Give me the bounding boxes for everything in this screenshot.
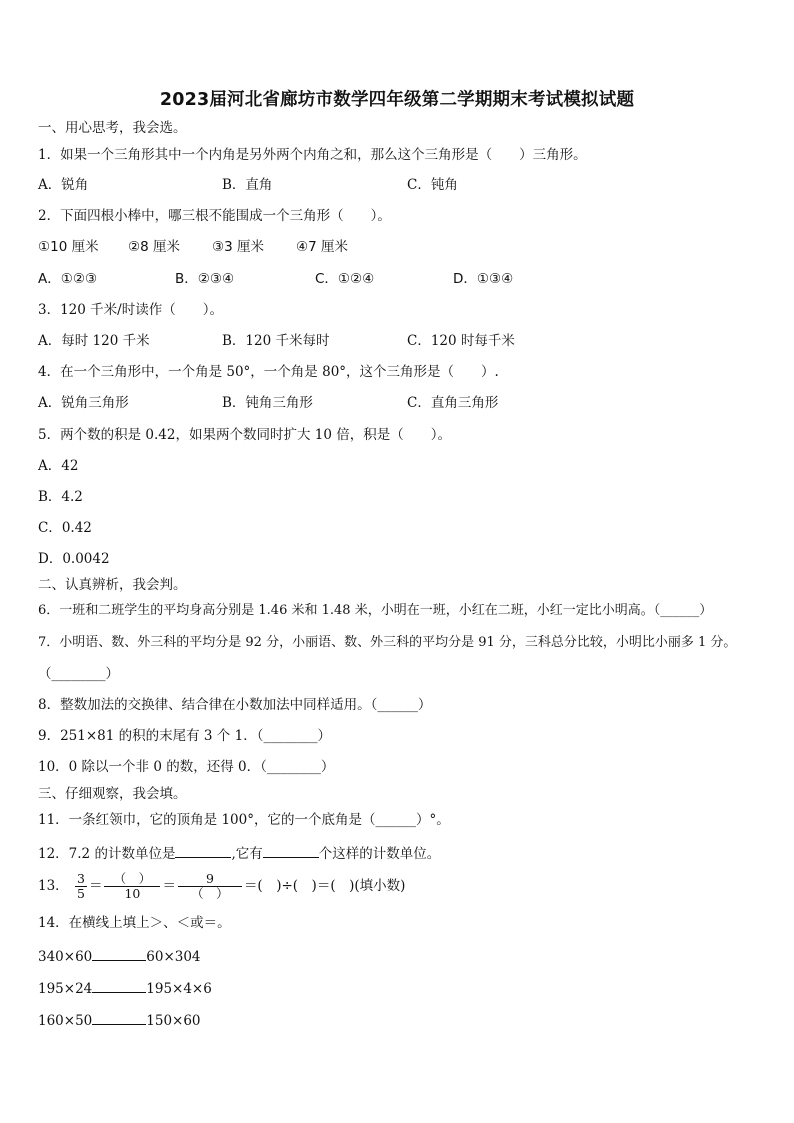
question-1: 1．如果一个三角形其中一个内角是另外两个内角之和，那么这个三角形是（ ）三角形。 xyxy=(38,147,587,163)
q14-row-1-left: 340×60 xyxy=(38,949,93,965)
q1-option-b[interactable]: B．直角 xyxy=(222,177,273,193)
q14-row-3 xyxy=(38,1010,201,1030)
q13-f1-denominator: 5 xyxy=(76,886,85,901)
q2-option-d[interactable]: D．①③④ xyxy=(453,271,514,287)
question-7: 7．小明语、数、外三科的平均分是 92 分，小丽语、数、外三科的平均分是 91 分，三科总分比较，小明比小丽多 1 分。 xyxy=(38,635,737,650)
q5-option-d[interactable]: D．0.0042 xyxy=(38,551,110,567)
q2-option-b[interactable]: B．②③④ xyxy=(175,271,235,287)
question-5: 5．两个数的积是 0.42，如果两个数同时扩大 10 倍，积是（ ）。 xyxy=(38,427,451,443)
q13-equals-2: ＝ xyxy=(162,878,176,894)
q5-option-c[interactable]: C．0.42 xyxy=(38,520,92,536)
q3-option-a[interactable]: A．每时 120 千米 xyxy=(38,333,150,349)
question-2: 2．下面四根小棒中，哪三根不能围成一个三角形（ ）。 xyxy=(38,208,391,224)
q3-option-c[interactable]: C．120 时每千米 xyxy=(407,333,515,349)
q5-option-b[interactable]: B．4.2 xyxy=(38,489,83,505)
question-8: 8．整数加法的交换律、结合律在小数加法中同样适用。（______） xyxy=(38,697,432,713)
section-heading-1: 一、用心思考，我会选。 xyxy=(38,120,187,136)
section-heading-3: 三、仔细观察，我会填。 xyxy=(38,786,187,802)
q2-stick-3: ③3 厘米 xyxy=(212,239,264,255)
q5-option-a[interactable]: A．42 xyxy=(38,458,79,474)
q12-mid: ,它有 xyxy=(231,846,263,862)
q13-f2-numerator: （ ） xyxy=(104,872,160,887)
q12-blank-1[interactable] xyxy=(175,843,231,858)
page-title: 2023届河北省廊坊市数学四年级第二学期期末考试模拟试题 xyxy=(159,90,635,110)
q14-row-1-right: 60×304 xyxy=(146,949,201,965)
section-heading-2: 二、认真辨析，我会判。 xyxy=(38,577,187,593)
q14-row-3-blank[interactable] xyxy=(92,1010,146,1025)
q13-fraction-3[interactable] xyxy=(178,872,242,901)
q2-option-a[interactable]: A．①②③ xyxy=(38,271,98,287)
question-4: 4．在一个三角形中，一个角是 50°，一个角是 80°，这个三角形是（ ）. xyxy=(38,364,499,380)
q13-f3-numerator: 9 xyxy=(178,872,242,887)
q14-row-2 xyxy=(38,978,212,998)
question-6: 6．一班和二班学生的平均身高分别是 1.46 米和 1.48 米，小明在一班，小红在二班，小红一定比小明高。（______） xyxy=(38,603,713,618)
q2-option-c[interactable]: C．①②④ xyxy=(315,271,375,287)
q2-stick-2: ②8 厘米 xyxy=(128,239,180,255)
q2-stick-4: ④7 厘米 xyxy=(296,239,348,255)
question-11: 11．一条红领巾，它的顶角是 100°，它的一个底角是（______）°。 xyxy=(38,812,450,828)
q13-fraction-2[interactable] xyxy=(104,872,160,901)
q4-option-b[interactable]: B．钝角三角形 xyxy=(222,395,313,411)
q4-option-c[interactable]: C．直角三角形 xyxy=(407,395,499,411)
question-10: 10．0 除以一个非 0 的数，还得 0．（________） xyxy=(38,759,335,775)
question-3: 3．120 千米/时读作（ ）。 xyxy=(38,302,223,318)
q12-blank-2[interactable] xyxy=(263,843,319,858)
q2-stick-1: ①10 厘米 xyxy=(38,239,99,255)
q13-tail: ＝( )÷( )＝( )(填小数) xyxy=(243,878,406,894)
question-9: 9．251×81 的积的末尾有 3 个 1．（________） xyxy=(38,728,331,744)
question-14: 14．在横线上填上＞、＜或＝。 xyxy=(38,915,231,931)
question-7-answer[interactable]: （________） xyxy=(38,666,119,682)
q13-prefix: 13． xyxy=(38,878,69,894)
q13-f3-denominator: （ ） xyxy=(191,886,229,901)
q12-suffix: 个这样的计数单位。 xyxy=(318,846,441,862)
q14-row-1-blank[interactable] xyxy=(92,946,146,961)
q1-option-a[interactable]: A．锐角 xyxy=(38,177,89,193)
q14-row-2-left: 195×24 xyxy=(38,981,93,997)
q13-fraction-1 xyxy=(75,872,87,901)
q13-equals-1: ＝ xyxy=(88,878,103,894)
q14-row-1 xyxy=(38,946,201,966)
q14-row-3-right: 150×60 xyxy=(146,1013,201,1029)
q1-option-c[interactable]: C．钝角 xyxy=(407,177,458,193)
question-12 xyxy=(38,843,440,863)
q14-row-3-left: 160×50 xyxy=(38,1013,93,1029)
q14-row-2-right: 195×4×6 xyxy=(146,981,212,997)
q4-option-a[interactable]: A．锐角三角形 xyxy=(38,395,129,411)
q3-option-b[interactable]: B．120 千米每时 xyxy=(222,333,330,349)
q14-row-2-blank[interactable] xyxy=(92,978,146,993)
q13-f2-denominator: 10 xyxy=(124,886,141,901)
question-13 xyxy=(38,870,405,902)
q12-prefix: 12．7.2 的计数单位是 xyxy=(38,846,176,862)
q13-f1-numerator: 3 xyxy=(76,871,85,886)
